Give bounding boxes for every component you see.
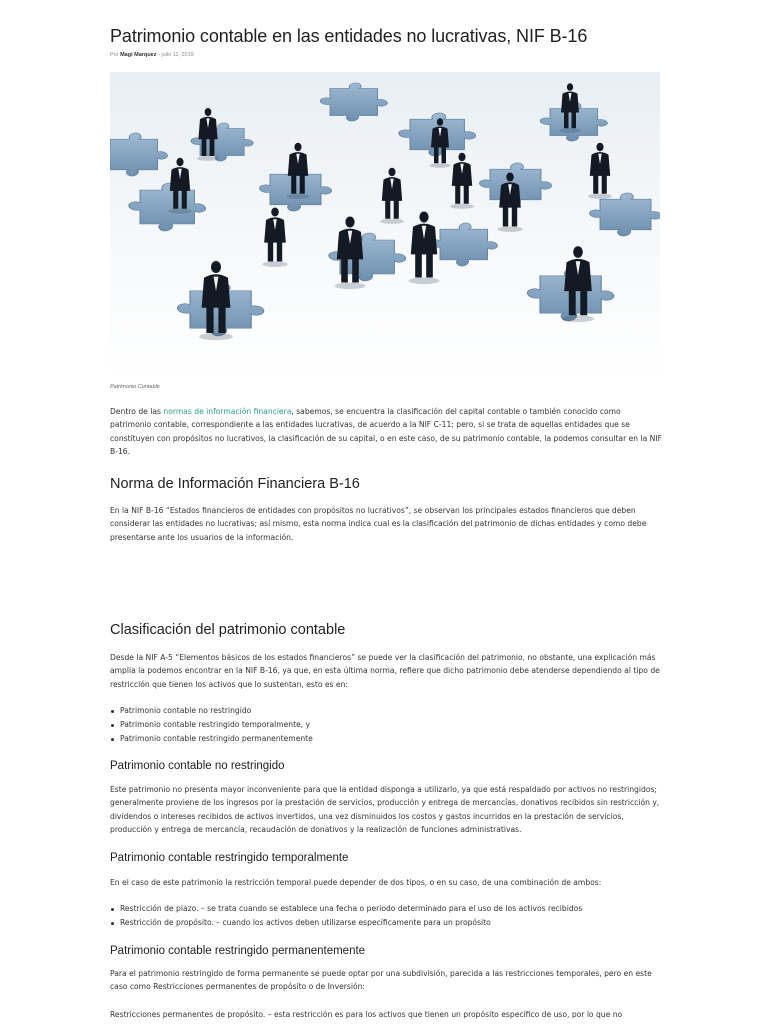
list-item: Patrimonio contable no restringido [120,704,313,718]
list-item: Restricción de propósito. – cuando los activos deben utilizarse específicamente para un propósito [120,916,582,930]
subheading-restringido-permanente: Patrimonio contable restringido permanentemente [110,945,366,957]
puzzle-people-illustration [110,72,660,380]
meta-by: Por [110,52,119,58]
image-caption: Patrimonio Contable [110,384,160,390]
section-heading-clasificacion: Clasificación del patrimonio contable [110,622,346,638]
author-link[interactable]: Magi Marquez [120,52,157,58]
meta-date: julio 11, 2019 [161,52,194,58]
paragraph-restricciones-proposito: Restricciones permanentes de propósito. – esta restricción es para los activos que tienen un propósito específico de uso, por lo que no [110,1010,623,1019]
meta-separator: - [158,52,162,58]
paragraph-no-restringido: Este patrimonio no presenta mayor inconveniente para que la entidad disponga a utilizarlo, ya que está respaldado por activos no restringidos; generalmente proviene de los ingresos por la prestación de servicios, producción y entrega de mercancías, donativos recibidos sin restricción y, dividendos o intereses recibidos de activos invertidos, una vez disminuidos los costos y gastos incurridos en la prestación de servicios, producción y entrega de mercancía, recaudación de donativos y la realización de funciones administrativas. [110,785,660,834]
subheading-restringido-temporal: Patrimonio contable restringido temporalmente [110,852,349,864]
intro-paragraph: Dentro de las normas de información financiera, sabemos, se encuentra la clasificación del capital contable o también conocido como patrimonio contable, correspondiente a las entidades lucrativas, de acuerdo a la NIF C-11; pero, si se trata de aquellas entidades que se constituyen con propósitos no lucrativos, la clasificación de su capital, o en este caso, de su patrimonio contable, la podemos consultar en la NIF B-16. [110,407,662,456]
clasificacion-list [110,704,313,746]
paragraph-restringido-temporal: En el caso de este patrimonio la restricción temporal puede depender de dos tipos, o en su caso, de una combinación de ambos: [110,878,602,887]
list-item: Restricción de plazo. – se trata cuando se establece una fecha o periodo determinado para el uso de los activos recibidos [120,902,582,916]
restriccion-list [110,902,582,930]
section-paragraph-clasificacion: Desde la NIF A-5 “Elementos básicos de los estados financieros” se puede ver la clasificación del patrimonio, no obstante, una explicación más amplia la podemos encontrar en la NIF B-16, ya que, en esta última norma, refiere que dicho patrimonio debe atenderse dependiendo al tipo de restricción que tienen los activos que lo sustentan, esto es en: [110,653,660,689]
list-item: Patrimonio contable restringido permanentemente [120,732,313,746]
section-heading-nif-b16: Norma de Información Financiera B-16 [110,476,360,492]
hero-image [110,72,660,380]
list-item: Patrimonio contable restringido temporalmente, y [120,718,313,732]
section-paragraph-nif-b16: En la NIF B-16 “Estados financieros de entidades con propósitos no lucrativos”, se observan los principales estados financieros que deben considerar las entidades no lucrativas; así mismo, esta norma indica cual es la clasificación del patrimonio de dichas entidades y como debe presentarse ante los usuarios de la información. [110,506,647,542]
paragraph-restringido-permanente: Para el patrimonio restringido de forma permanente se puede optar por una subdivisión, parecida a las restricciones temporales, pero en este caso como Restricciones permanentes de propósito o de Inversión: [110,969,652,992]
subheading-no-restringido: Patrimonio contable no restringido [110,760,285,772]
article-title: Patrimonio contable en las entidades no lucrativas, NIF B-16 [110,26,588,46]
article-meta [110,52,194,58]
nif-link[interactable]: normas de información financiera [163,407,292,416]
